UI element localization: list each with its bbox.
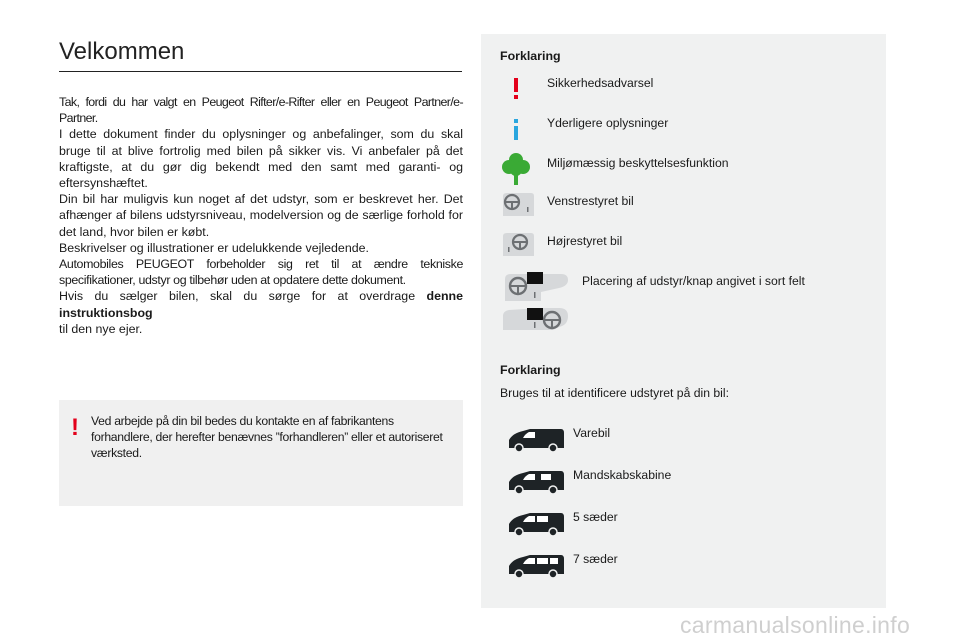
intro-text bbox=[59, 94, 463, 337]
warning-box bbox=[59, 400, 463, 506]
legend-row-lhd bbox=[481, 190, 886, 224]
title-rule bbox=[59, 71, 462, 72]
seven-seat-icon bbox=[505, 552, 567, 580]
intro-p5: Automobiles PEUGEOT forbeholder sig ret til at ændre tekniske specifikationer, udstyr og tilbehør uden at opdatere dette dokument. bbox=[59, 257, 463, 288]
page-title: Velkommen bbox=[59, 38, 185, 65]
legend-row-7seats bbox=[481, 548, 886, 582]
legend-label: 5 sæder bbox=[573, 510, 618, 524]
legend-label: Varebil bbox=[573, 426, 611, 440]
legend-panel bbox=[481, 34, 886, 608]
tree-icon bbox=[501, 152, 531, 186]
warning-text: Ved arbejde på din bil bedes du kontakte en af fabrikantens forhandlere, der herefter benævnes ”forhandleren” eller et autoriseret værksted. bbox=[91, 414, 443, 460]
intro-p6 bbox=[59, 288, 463, 337]
legend-row-van bbox=[481, 422, 886, 456]
exclamation-icon bbox=[509, 76, 523, 102]
legend-row-info bbox=[481, 112, 886, 146]
legend-label: Mandskabskabine bbox=[573, 468, 672, 482]
legend-label: Venstrestyret bil bbox=[547, 194, 634, 208]
legend-label: Højrestyret bil bbox=[547, 234, 623, 248]
lhd-icon bbox=[501, 192, 535, 218]
intro-p6-end: til den nye ejer. bbox=[59, 321, 143, 336]
intro-p3: Din bil har muligvis kun noget af det udstyr, som er beskrevet her. Det afhænger af bilens udstyrsniveau, modelversion og de særlige forhold for det land, hvor bilen er købt. bbox=[59, 192, 463, 239]
five-seat-icon bbox=[505, 510, 567, 538]
exclamation-icon: ! bbox=[71, 414, 79, 441]
legend-label: Miljømæssig beskyttelsesfunktion bbox=[547, 156, 729, 170]
legend2-subtext: Bruges til at identificere udstyret på din bil: bbox=[500, 386, 729, 400]
legend-label: Yderligere oplysninger bbox=[547, 116, 669, 130]
legend-row-environment bbox=[481, 152, 886, 186]
rhd-icon bbox=[501, 232, 535, 258]
crew-cab-icon bbox=[505, 468, 567, 496]
legend-label: Placering af udstyr/knap angivet i sort felt bbox=[582, 274, 805, 288]
legend-row-rhd bbox=[481, 230, 886, 264]
intro-p1: Tak, fordi du har valgt en Peugeot Rifter/e-Rifter eller en Peugeot Partner/e-Partner. bbox=[59, 95, 463, 126]
intro-p6-start: Hvis du sælger bilen, skal du sørge for at overdrage bbox=[59, 289, 427, 304]
legend-row-5seats bbox=[481, 506, 886, 540]
legend1-heading: Forklaring bbox=[500, 49, 561, 63]
intro-p2: I dette dokument finder du oplysninger og anbefalinger, som du skal bruge til at blive fortrolig med bilen på sikker vis. Vi anbefaler på det kraftigste, at du gør dig bekendt med den samt med garanti- og eftersynshæftet. bbox=[59, 127, 463, 191]
legend-label: 7 sæder bbox=[573, 552, 618, 566]
info-icon bbox=[509, 116, 523, 142]
legend-row-location bbox=[481, 270, 886, 340]
legend2-heading: Forklaring bbox=[500, 363, 561, 377]
dashboard-location-icon bbox=[501, 270, 569, 338]
watermark: carmanualsonline.info bbox=[680, 612, 911, 638]
legend-row-safety bbox=[481, 72, 886, 106]
intro-p6-bold: denne instruktionsbog bbox=[59, 289, 463, 320]
van-icon bbox=[505, 426, 567, 454]
legend-row-crewcab bbox=[481, 464, 886, 498]
legend-label: Sikkerhedsadvarsel bbox=[547, 76, 654, 90]
intro-p4: Beskrivelser og illustrationer er udelukkende vejledende. bbox=[59, 240, 369, 255]
